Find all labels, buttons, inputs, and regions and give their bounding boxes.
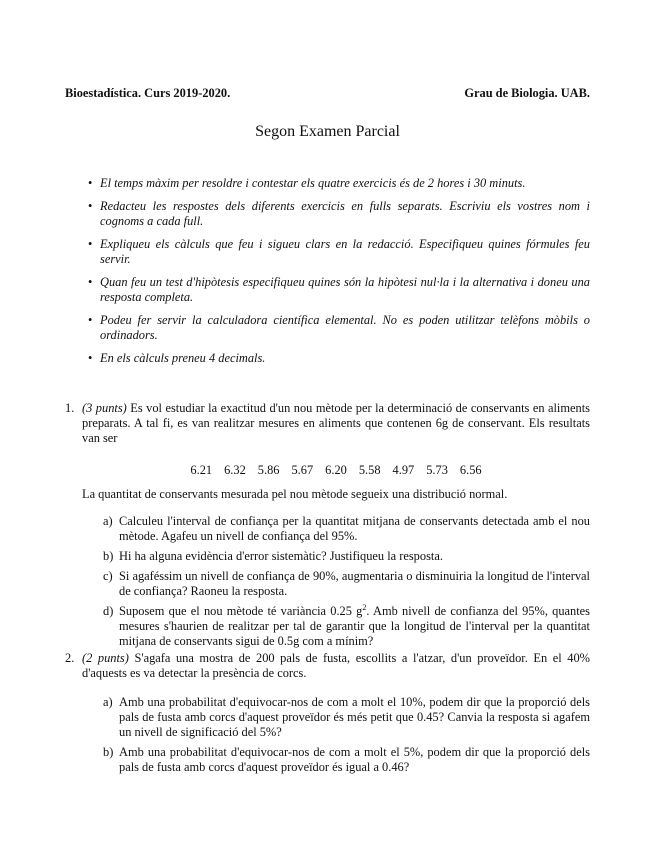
page-header <box>65 86 590 101</box>
degree-label: Grau de Biologia. UAB. <box>464 86 590 100</box>
instruction-item: • El temps màxim per resoldre i contestar els quatre exercicis és de 2 hores i 30 minuts. <box>88 176 526 190</box>
instruction-item: • En els càlculs preneu 4 decimals. <box>88 351 266 365</box>
bullet-icon: • <box>88 199 93 213</box>
question-part: a) Amb una probabilitat d'equivocar-nos de com a molt el 10%, podem dir que la proporció dels pals de fusta amb corcs d'aquest proveïdor és més petit que 0.45? Canvia la resposta si agafem un nivell de significació del 5%? <box>103 695 590 739</box>
question-part: a) Calculeu l'interval de confiança per la quantitat mitjana de conservants detectada amb el nou mètode. Agafeu un nivell de confiança del 95%. <box>103 514 590 543</box>
question-points: (3 punts) <box>82 401 127 415</box>
bullet-icon: • <box>88 351 93 365</box>
question-intro: S'agafa una mostra de 200 pals de fusta, escollits a l'atzar, d'un proveïdor. En el 40% d'aquests es va detectar la presència de corcs. <box>82 651 590 680</box>
instructions-list <box>88 176 590 374</box>
question-parts <box>82 514 590 649</box>
question-part: b) Hi ha alguna evidència d'error sistemàtic? Justifiqueu la resposta. <box>103 549 443 563</box>
question-points: (2 punts) <box>82 651 129 665</box>
question-note: La quantitat de conservants mesurada pel nou mètode segueix una distribució normal. <box>82 487 508 501</box>
bullet-icon: • <box>88 275 93 289</box>
instruction-item: • Quan feu un test d'hipòtesis especifiqueu quines són la hipòtesi nul·la i la alternativa i doneu una resposta completa. <box>88 275 590 304</box>
bullet-icon: • <box>88 313 93 327</box>
bullet-icon: • <box>88 237 93 251</box>
instruction-item: • Podeu fer servir la calculadora científica elemental. No es poden utilitzar telèfons mòbils o ordinadors. <box>88 313 590 342</box>
question-intro: Es vol estudiar la exactitud d'un nou mètode per la determinació de conservants en aliments preparats. A tal fi, es van realitzar mesures en aliments que contenen 6g de conservant. Els resultats van ser <box>82 401 590 445</box>
bullet-icon: • <box>88 176 93 190</box>
question-part: d) Suposem que el nou mètode té variància 0.25 $g^2$. Amb nivell de confianza del 95%, quantes mesures s'haurien de realitzar per tal de garantir que la longitud de l'interval per la quantitat mitjana de conservants sigui de 0.5g com a mínim? <box>103 602 590 648</box>
question-1 <box>65 401 590 654</box>
course-label: Bioestadística. Curs 2019-2020. <box>65 86 231 100</box>
question-part: b) Amb una probabilitat d'equivocar-nos de com a molt el 5%, podem dir que la proporció dels pals de fusta amb corcs d'aquest proveïdor és igual a 0.46? <box>103 745 590 774</box>
instruction-item: • Expliqueu els càlculs que feu i sigueu clars en la redacció. Especifiqueu quines fórmules feu servir. <box>88 237 590 266</box>
question-part: c) Si agaféssim un nivell de confiança de 90%, augmentaria o disminuiria la longitud de l'interval de confiança? Raoneu la resposta. <box>103 569 590 598</box>
data-values: 6.21 6.32 5.86 5.67 6.20 5.58 4.97 5.73 6.56 <box>190 463 482 477</box>
instruction-item: • Redacteu les respostes dels diferents exercicis en fulls separats. Escriviu els vostres nom i cognoms a cada full. <box>88 199 590 228</box>
question-number: 1. <box>65 401 75 415</box>
question-number: 2. <box>65 651 75 665</box>
page-title: Segon Examen Parcial <box>255 123 400 140</box>
question-parts <box>82 695 590 775</box>
question-2 <box>65 651 590 780</box>
